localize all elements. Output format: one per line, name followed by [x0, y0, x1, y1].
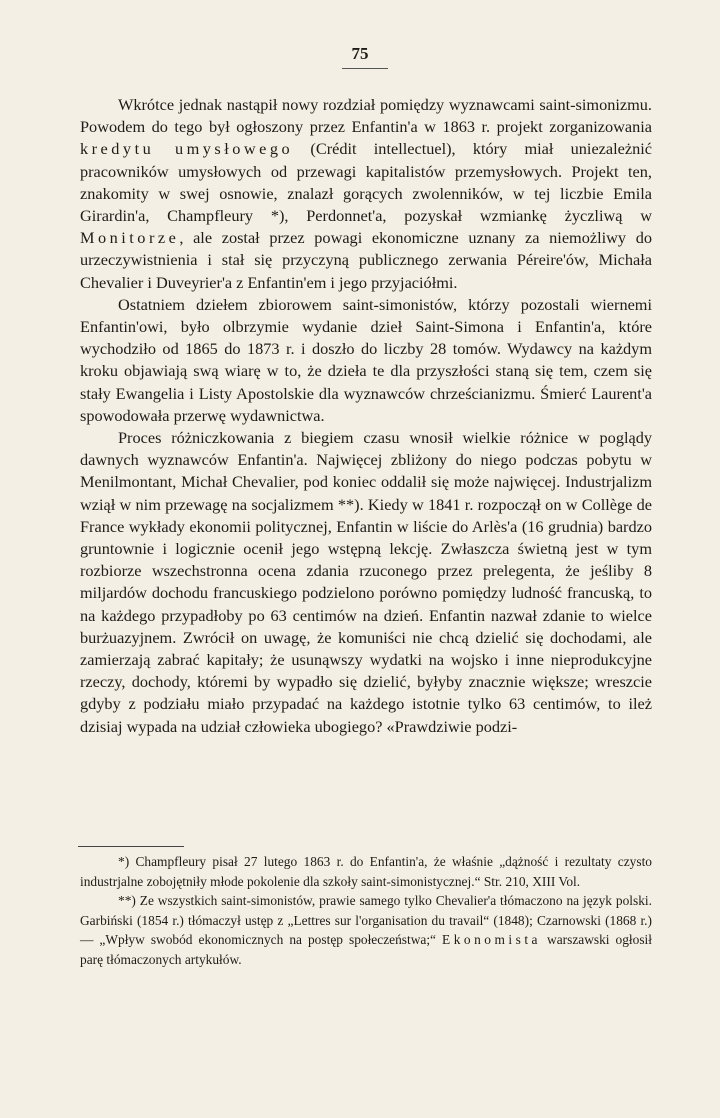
footnote-1: *) Champfleury pisał 27 lutego 1863 r. do Enfantin'a, że właśnie „dążność i rezultaty czysto industrjalne zobojętniły młode pokolenie dla szkoły saint-simonistycznej.“ Str. 210, XIII Vol. [80, 854, 652, 889]
paragraph-1 [80, 94, 652, 294]
paragraph-1-middle: (Crédit intellectuel), który miał uniezależnić pracowników umysłowych od przewagi kapitalistów przemysłowych. Projekt ten, znakomity w swej osnowie, znalazł gorących zwolenników, w tej liczbie Emila Girardin'a, Champfleury *), Perdonnet'a, pozyskał wzmiankę życzliwą w [80, 139, 652, 226]
paragraph-1-end: , ale został przez powagi ekonomiczne uznany za niemożliwy do urzeczywistnienia i stał się przyczyną publicznego zerwania Péreire'ów, Michała Chevalier i Duveyrier'a z Enfantin'em i jego przyjaciółmi. [80, 228, 652, 292]
page-number-underline [342, 68, 388, 69]
footnote-2 [80, 891, 652, 969]
main-text [80, 94, 652, 738]
footnote-2-end: warszawski ogłosił parę tłómaczonych artykułów. [80, 932, 652, 967]
spaced-term-kredyt: kredytu umysłowego [80, 139, 294, 159]
footnote-separator [78, 846, 184, 847]
paragraph-3: Proces różniczkowania z biegiem czasu wnosił wielkie różnice w poglądy dawnych wyznawców Enfantin'a. Najwięcej zbliżony do niego podczas pobytu w Menilmontant, Michał Chevalier, pod koniec oddalił się może najwięcej. Industrjalizm wziął w nim przewagę na socjalizmem **). Kiedy w 1841 r. rozpoczął on w Collège de France wykłady ekonomii politycznej, Enfantin w liście do Arlès'a (16 grudnia) bardzo gruntownie i logicznie ocenił jego wstępną lekcję. Zwłaszcza świetną jest w tym rozbiorze wszechstronna ocena zdania rzuconego przez prelegenta, że jeśliby 8 miljardów dochodu francuskiego podzielono porówno pomiędzy ludność francuską, to na każdego przypadłoby po 63 centimów na dzień. Enfantin nazwał zdanie to wielce burżuazyjnem. Zwrócił on uwagę, że komuniści nie chcą dzielić się dochodami, ale zamierzają zabrać kapitały; że usunąwszy wydatki na wojsko i inne nieprodukcyjne rzeczy, dochody, któremi by wypadło się dzielić, byłyby znacznie większe; wreszcie gdyby z podziału miało przypadać na każdego istotnie tylko 63 centimów, to ileż dzisiaj wypada na udział człowieka ubogiego? «Prawdziwie podzi- [80, 428, 652, 736]
spaced-term-ekonomista: Ekonomista [442, 932, 541, 947]
paragraph-2: Ostatniem dziełem zbiorowem saint-simonistów, którzy pozostali wiernemi Enfantin'owi, było olbrzymie wydanie dzieł Saint-Simona i Enfantin'a, które wychodziło od 1865 do 1873 r. i doszło do liczby 28 tomów. Wydawcy na każdym kroku objawiają swą wiarę w to, że dzieła te dla przyszłości staną się tem, czem się stały Ewangelia i Listy Apostolskie dla wyznawców chrześcianizmu. Śmierć Laurent'a spowodowała przerwę wydawnictwa. [80, 294, 652, 425]
footnote-2-start: **) Ze wszystkich saint-simonistów, prawie samego tylko Chevalier'a tłómaczono na język polski. Garbiński (1854 r.) tłómaczył ustęp z „Lettres sur l'organisation du travail“ (1848); Czarnowski (1868 r.) — „Wpływ swobód ekonomicznych na postęp społeczeństwa;“ [80, 893, 652, 947]
spaced-term-monitor: Monitorze [80, 228, 180, 248]
paragraph-1-start: Wkrótce jednak nastąpił nowy rozdział pomiędzy wyznawcami saint-simonizmu. Powodem do tego był ogłoszony przez Enfantin'a w 1863 r. projekt zorganizowania [80, 95, 652, 137]
footnotes [80, 852, 652, 969]
page-number: 75 [351, 44, 369, 63]
